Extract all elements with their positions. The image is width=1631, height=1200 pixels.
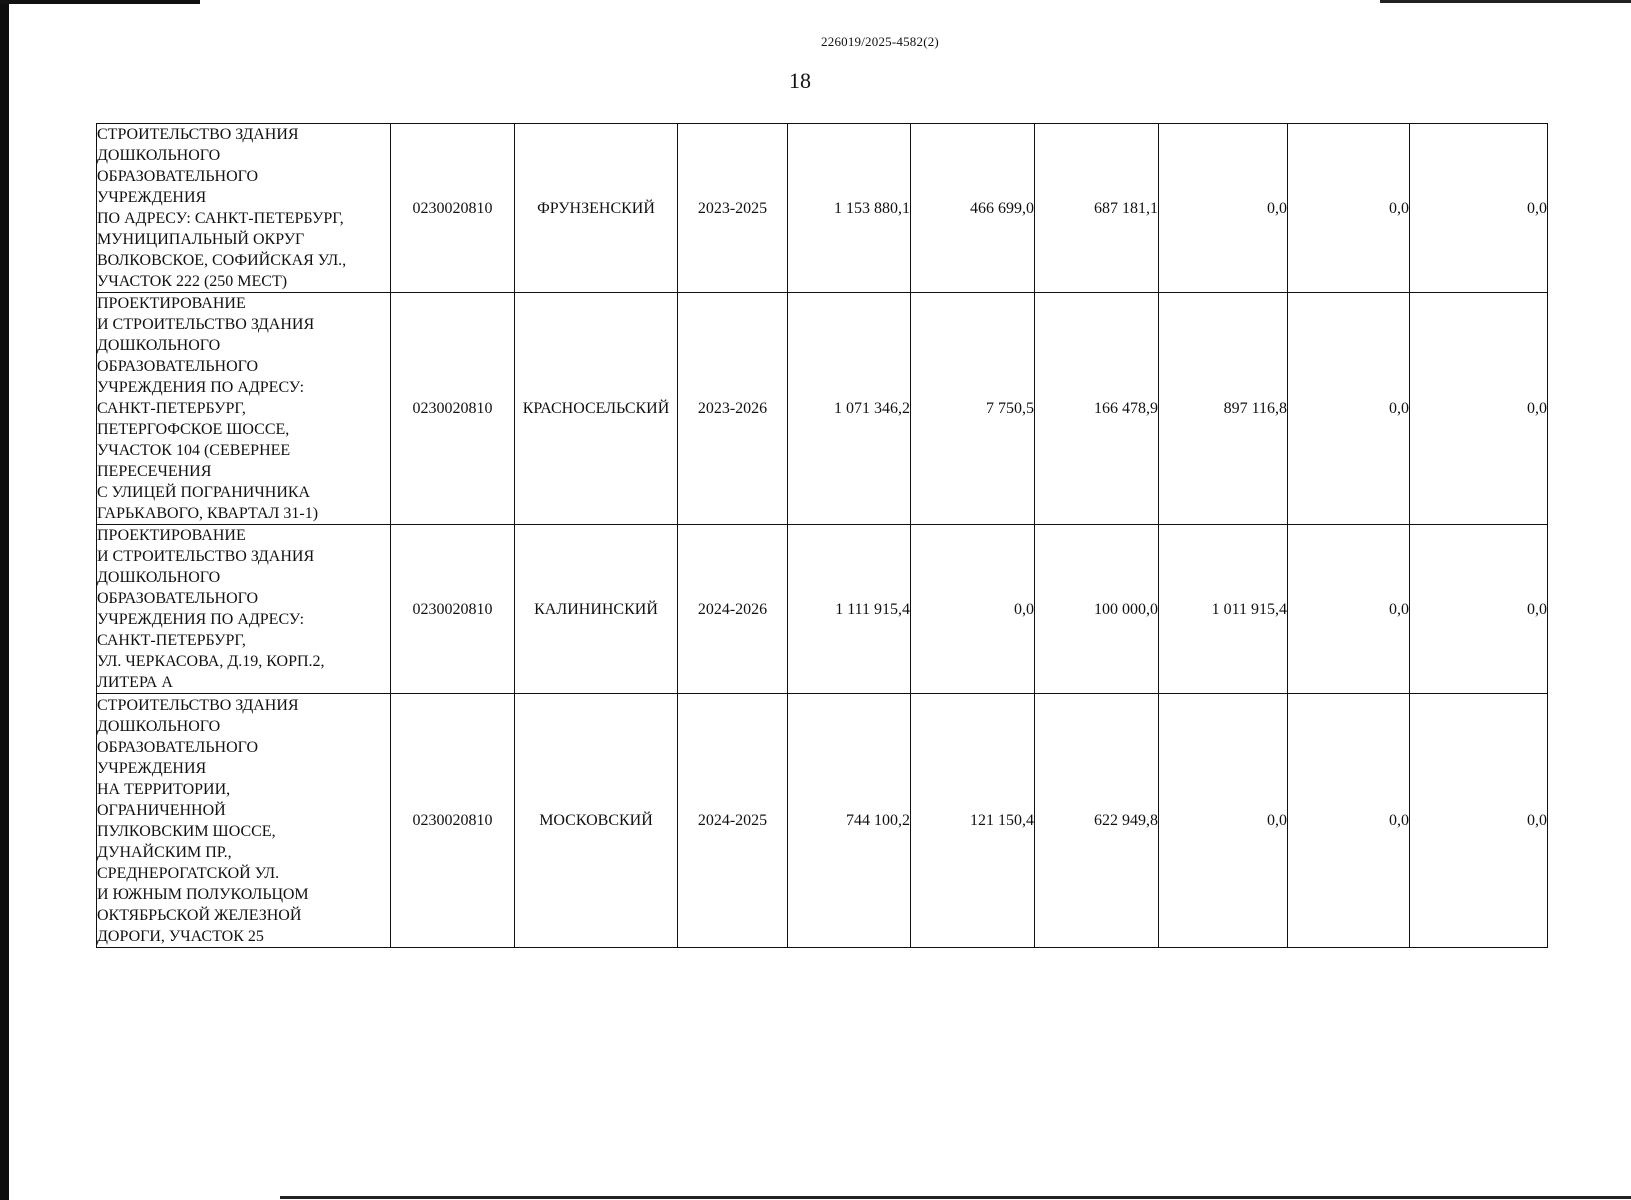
value-cell: 0,0	[1288, 293, 1410, 525]
code-cell: 0230020810	[391, 293, 515, 525]
value-cell: 687 181,1	[1035, 124, 1159, 293]
value-cell: 0,0	[1410, 694, 1548, 948]
value-total-cell: 1 111 915,4	[788, 525, 911, 694]
table-row	[97, 694, 1548, 948]
scan-edge-top-right	[1380, 0, 1631, 3]
district-cell: КРАСНОСЕЛЬСКИЙ	[515, 293, 678, 525]
objects-table	[96, 123, 1548, 948]
period-cell: 2024-2025	[678, 694, 788, 948]
value-cell: 121 150,4	[911, 694, 1035, 948]
object-name-cell: ПРОЕКТИРОВАНИЕ И СТРОИТЕЛЬСТВО ЗДАНИЯ ДОШКОЛЬНОГО ОБРАЗОВАТЕЛЬНОГО УЧРЕЖДЕНИЯ ПО АДРЕСУ: САНКТ-ПЕТЕРБУРГ, ПЕТЕРГОФСКОЕ ШОССЕ, УЧАСТОК 104 (СЕВЕРНЕЕ ПЕРЕСЕЧЕНИЯ С УЛИЦЕЙ ПОГРАНИЧНИКА ГАРЬКАВОГО, КВАРТАЛ 31-1)	[97, 293, 391, 525]
value-cell: 166 478,9	[1035, 293, 1159, 525]
period-cell: 2024-2026	[678, 525, 788, 694]
value-total-cell: 1 071 346,2	[788, 293, 911, 525]
page-number: 18	[789, 68, 811, 93]
value-cell: 0,0	[1410, 124, 1548, 293]
code-cell: 0230020810	[391, 124, 515, 293]
value-cell: 466 699,0	[911, 124, 1035, 293]
value-cell: 897 116,8	[1159, 293, 1288, 525]
district-cell: ФРУНЗЕНСКИЙ	[515, 124, 678, 293]
scan-edge-left	[0, 0, 9, 1200]
value-total-cell: 744 100,2	[788, 694, 911, 948]
district-cell: КАЛИНИНСКИЙ	[515, 525, 678, 694]
value-cell: 0,0	[1410, 525, 1548, 694]
value-cell: 1 011 915,4	[1159, 525, 1288, 694]
table-row	[97, 525, 1548, 694]
table-row	[97, 293, 1548, 525]
table-row	[97, 124, 1548, 293]
value-cell: 0,0	[1288, 124, 1410, 293]
district-cell: МОСКОВСКИЙ	[515, 694, 678, 948]
scan-edge-bottom	[280, 1196, 1631, 1199]
value-cell: 100 000,0	[1035, 525, 1159, 694]
object-name-cell: СТРОИТЕЛЬСТВО ЗДАНИЯ ДОШКОЛЬНОГО ОБРАЗОВАТЕЛЬНОГО УЧРЕЖДЕНИЯ НА ТЕРРИТОРИИ, ОГРАНИЧЕННОЙ ПУЛКОВСКИМ ШОССЕ, ДУНАЙСКИМ ПР., СРЕДНЕРОГАТСКОЙ УЛ. И ЮЖНЫМ ПОЛУКОЛЬЦОМ ОКТЯБРЬСКОЙ ЖЕЛЕЗНОЙ ДОРОГИ, УЧАСТОК 25	[97, 694, 391, 948]
value-cell: 0,0	[1410, 293, 1548, 525]
code-cell: 0230020810	[391, 525, 515, 694]
object-name-cell: СТРОИТЕЛЬСТВО ЗДАНИЯ ДОШКОЛЬНОГО ОБРАЗОВАТЕЛЬНОГО УЧРЕЖДЕНИЯ ПО АДРЕСУ: САНКТ-ПЕТЕРБУРГ, МУНИЦИПАЛЬНЫЙ ОКРУГ ВОЛКОВСКОЕ, СОФИЙСКАЯ УЛ., УЧАСТОК 222 (250 МЕСТ)	[97, 124, 391, 293]
value-cell: 0,0	[1159, 124, 1288, 293]
value-cell: 622 949,8	[1035, 694, 1159, 948]
scan-edge-top-left	[0, 0, 200, 4]
object-name-cell: ПРОЕКТИРОВАНИЕ И СТРОИТЕЛЬСТВО ЗДАНИЯ ДОШКОЛЬНОГО ОБРАЗОВАТЕЛЬНОГО УЧРЕЖДЕНИЯ ПО АДРЕСУ: САНКТ-ПЕТЕРБУРГ, УЛ. ЧЕРКАСОВА, Д.19, КОРП.2, ЛИТЕРА А	[97, 525, 391, 694]
value-cell: 0,0	[1159, 694, 1288, 948]
value-cell: 0,0	[1288, 694, 1410, 948]
document-id: 226019/2025-4582(2)	[821, 34, 939, 49]
period-cell: 2023-2025	[678, 124, 788, 293]
value-cell: 0,0	[1288, 525, 1410, 694]
period-cell: 2023-2026	[678, 293, 788, 525]
code-cell: 0230020810	[391, 694, 515, 948]
value-total-cell: 1 153 880,1	[788, 124, 911, 293]
value-cell: 7 750,5	[911, 293, 1035, 525]
value-cell: 0,0	[911, 525, 1035, 694]
